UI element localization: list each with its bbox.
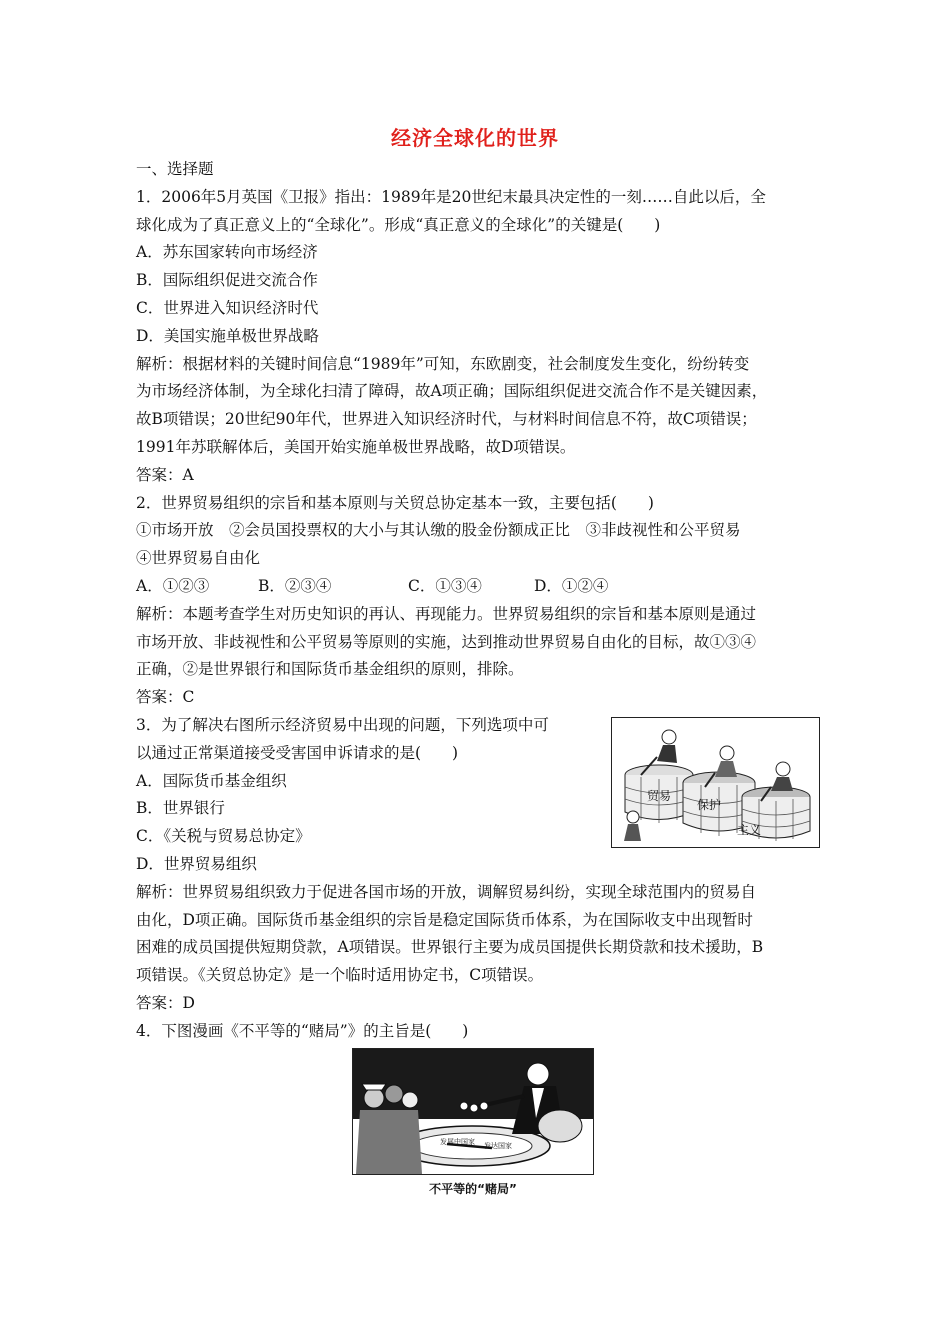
cartoon-caption: 不平等的“赌局”: [429, 1182, 517, 1196]
q2-analysis-line-3: 正确，②是世界银行和国际货币基金组织的原则，排除。: [136, 660, 524, 679]
q1-answer: 答案：A: [136, 465, 194, 484]
q2-option-b: B．②③④: [258, 576, 332, 595]
q3-stem-line-1: 3．为了解决右图所示经济贸易中出现的问题，下列选项中可: [136, 715, 549, 734]
document-body: [136, 156, 816, 1046]
q1-analysis-line-2: 为市场经济体制，为全球化扫清了障碍，故A项正确；国际组织促进交流合作不是关键因素，: [136, 382, 768, 401]
q3-option-a: A．国际货币基金组织: [136, 771, 287, 790]
trade-protectionism-cartoon: [611, 717, 820, 848]
money-bag: [538, 1110, 582, 1142]
q1-analysis-line-3: 故B项错误；20世纪90年代，世界进入知识经济时代，与材料时间信息不符，故C项错误；: [136, 410, 757, 429]
q2-items-line-1: ①市场开放 ②会员国投票权的大小与其认缴的股金份额成正比 ③非歧视性和公平贸易: [136, 521, 741, 540]
q1-analysis-line-1: 解析：根据材料的关键时间信息“1989年”可知，东欧剧变，社会制度发生变化，纷纷转变: [136, 354, 750, 373]
q4-stem: 4．下图漫画《不平等的“赌局”》的主旨是( ): [136, 1021, 469, 1040]
section-heading: 一、选择题: [136, 160, 214, 178]
q3-answer: 答案：D: [136, 993, 195, 1012]
q2-option-d: D．①②④: [534, 576, 609, 595]
q3-option-d: D．世界贸易组织: [136, 854, 257, 873]
page-title: 经济全球化的世界: [391, 126, 559, 150]
q2-option-a: A．①②③: [136, 576, 210, 595]
q2-analysis-line-1: 解析：本题考查学生对历史知识的再认、再现能力。世界贸易组织的宗旨和基本原则是通过: [136, 604, 757, 623]
q1-option-c: C．世界进入知识经济时代: [136, 298, 319, 317]
cartoon-label-developing: 发展中国家: [440, 1138, 475, 1146]
q1-option-b: B．国际组织促进交流合作: [136, 271, 318, 290]
q2-answer: 答案：C: [136, 688, 195, 707]
q1-stem-line-2: 球化成为了真正意义上的“全球化”。形成“真正意义的全球化”的关键是( ): [136, 215, 661, 234]
unequal-gamble-cartoon: [352, 1048, 594, 1175]
cartoon-label-ism: 主义: [737, 823, 762, 837]
q3-analysis-line-4: 项错误。《关贸总协定》是一个临时适用协定书，C项错误。: [136, 966, 544, 985]
q3-analysis-line-1: 解析：世界贸易组织致力于促进各国市场的开放，调解贸易纠纷，实现全球范围内的贸易自: [136, 882, 757, 901]
q1-option-d: D．美国实施单极世界战略: [136, 326, 319, 345]
cartoon-label-developed: 发达国家: [484, 1142, 512, 1150]
q1-analysis-line-4: 1991年苏联解体后，美国开始实施单极世界战略，故D项错误。: [136, 437, 576, 456]
cartoon-label-trade: 贸易: [647, 789, 672, 803]
poor-people-figures: [356, 1084, 422, 1174]
q2-analysis-line-2: 市场开放、非歧视性和公平贸易等原则的实施，达到推动世界贸易自由化的目标，故①③④: [136, 632, 757, 651]
cartoon-label-protection: 保护: [697, 798, 722, 812]
q1-stem-line-1: 1．2006年5月英国《卫报》指出：1989年是20世纪末最具决定性的一刻……自此以后，全: [136, 187, 766, 206]
q1-option-a: A．苏东国家转向市场经济: [136, 243, 318, 262]
q2-options: [136, 573, 816, 601]
q3-option-b: B．世界银行: [136, 799, 225, 818]
q2-option-c: C．①③④: [408, 576, 482, 595]
q2-stem: 2．世界贸易组织的宗旨和基本原则与关贸总协定基本一致，主要包括( ): [136, 493, 654, 512]
q3-analysis-line-2: 由化，D项正确。国际货币基金组织的宗旨是稳定国际货币体系，为在国际收支中出现暂时: [136, 910, 753, 929]
q3-stem-line-2: 以通过正常渠道接受受害国申诉请求的是( ): [136, 743, 459, 762]
q2-items-line-2: ④世界贸易自由化: [136, 549, 261, 568]
q3-analysis-line-3: 困难的成员国提供短期贷款，A项错误。世界银行主要为成员国提供长期贷款和技术援助，B: [136, 938, 764, 957]
q3-option-c: C．《关税与贸易总协定》: [136, 827, 311, 846]
